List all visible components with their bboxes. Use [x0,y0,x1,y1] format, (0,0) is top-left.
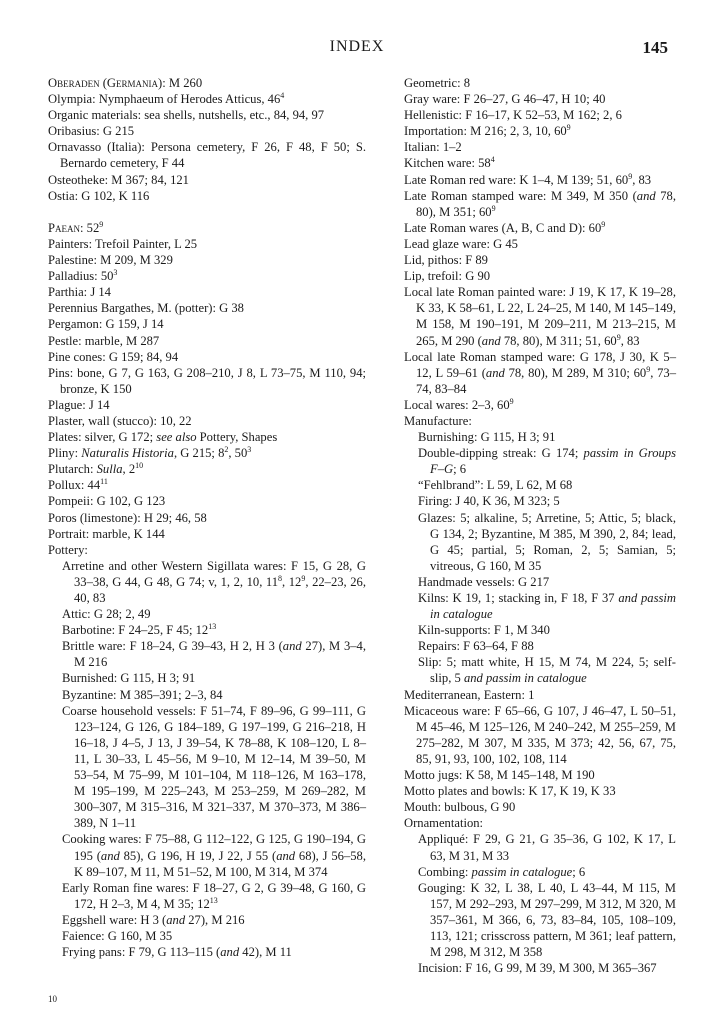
index-entry: Pompeii: G 102, G 123 [48,494,166,509]
index-entry: Oribasius: G 215 [48,124,135,139]
index-subentry: Burnished: G 115, H 3; 91 [62,671,196,686]
page-number: 145 [642,38,668,57]
index-entry: Portrait: marble, K 144 [48,526,165,541]
index-subentry: Appliqué: F 29, G 21, G 35–36, G 102, K 17, L 63, M 31, M 33 [418,832,676,863]
index-subentry: Kilns: K 19, 1; stacking in, F 18, F 37 and passim in catalogue [418,591,676,622]
index-subentry: Late Roman wares (A, B, C and D): $60^9$ [404,219,606,235]
index-subentry: Repairs: F 63–64, F 88 [418,639,534,654]
index-entry: Pottery: [48,542,88,557]
index-subentry: Ornamentation: [404,816,484,831]
index-entry: Painters: Trefoil Painter, L 25 [48,236,198,251]
index-column-left [48,75,366,960]
index-subentry: Glazes: 5; alkaline, 5; Arretine, 5; Attic, 5; black, G 134, 2; Byzantine, M 385, M 390, 2, 84; lead, G 45; partial, 5; Roman, 2, 5; Samian, 5; vitreous, G 160, M 35 [418,510,676,573]
index-subentry: Faience: G 160, M 35 [62,928,173,943]
index-entry: Pins: bone, G 7, G 163, G 208–210, J 8, L 73–75, M 110, 94; bronze, K 150 [48,365,366,396]
index-subentry: Gray ware: F 26–27, G 46–47, H 10; 40 [404,92,606,107]
index-entry: Organic materials: sea shells, nutshells, etc., 84, 94, 97 [48,108,325,123]
index-subentry: Kiln-supports: F 1, M 340 [418,623,550,638]
index-subentry: Local wares: 2–3, $60^9$ [404,396,514,412]
index-subentry: Barbotine: F 24–25, F 45; $12^{13}$ [62,622,217,638]
index-entry: Plaster, wall (stucco): 10, 22 [48,413,192,428]
index-subentry: Motto plates and bowls: K 17, K 19, K 33 [404,784,616,799]
index-entry: Plutarch: Sulla, $2^{10}$ [48,461,144,477]
index-subentry: Coarse household vessels: F 51–74, F 89–96, G 99–111, G 123–124, G 126, G 184–189, G 197–199, G 216–218, H 16–18, J 4–5, J 13, J 39–54, K 78–88, K 108–120, L 8–11, L 30–33, L 45–56, M 9–10, M 12–14, M 39–50, M 53–54, M 75–99, M 101–104, M 118–126, M 163–178, M 195–199, M 225–243, M 253–259, M 269–282, M 300–307, M 315–316, M 321–337, M 370–373, M 386–389, N 1–11 [62,703,366,831]
index-entry: Paean: $52^9$ [48,219,104,235]
index-entry: Pestle: marble, M 287 [48,333,160,348]
index-entry: Pliny: Naturalis Historia, G 215; $8^2$, $50^3$ [48,444,252,461]
index-subentry: Arretine and other Western Sigillata wares: F 15, G 28, G 33–38, G 44, G 48, G 74; v, 1, 2, 10, $11^8$, $12^9$, 22–23, 26, 40, 83 [62,558,367,605]
index-subentry: Late Roman stamped ware: M 349, M 350 (and 78, 80), M 351; $60^9$ [404,188,677,219]
index-subentry: Local late Roman stamped ware: G 178, J 30, K 5–12, L 59–61 (and 78, 80), M 289, M 310; $60^9$, 73–74, 83–84 [404,349,677,396]
index-entry: Parthia: J 14 [48,285,111,300]
index-subentry: Byzantine: M 385–391; 2–3, 84 [62,687,223,702]
index-subentry: Geometric: 8 [404,76,471,90]
index-subentry: Mouth: bulbous, G 90 [404,800,516,815]
running-title: INDEX [329,38,385,55]
index-entry: Ornavasso (Italia): Persona cemetery, F 26, F 48, F 50; S. Bernardo cemetery, F 44 [48,140,366,171]
index-subentry: Brittle ware: F 18–24, G 39–43, H 2, H 3 (and 27), M 3–4, M 216 [62,639,367,670]
index-subentry: Combing: passim in catalogue; 6 [418,864,586,879]
index-entry: Palestine: M 209, M 329 [48,253,173,268]
index-subentry: Firing: J 40, K 36, M 323; 5 [418,494,560,509]
index-subentry: Motto jugs: K 58, M 145–148, M 190 [404,768,595,783]
index-entry: Plates: silver, G 172; see also Pottery, Shapes [48,430,278,445]
index-subentry: Double-dipping streak: G 174; passim in Groups F–G; 6 [418,446,676,477]
index-entry: Oberaden (Germania): M 260 [48,76,203,90]
index-subentry: Local late Roman painted ware: J 19, K 17, K 19–28, K 33, K 58–61, L 22, L 24–25, M 140, M 145–149, M 158, M 190–191, M 209–211, M 213–215, M 265, M 290 (and 78, 80), M 311; 51, $60^9$, 83 [404,285,676,348]
index-subentry: Italian: 1–2 [404,140,462,155]
index-subentry: Micaceous ware: F 65–66, G 107, J 46–47, L 50–51, M 45–46, M 125–126, M 240–242, M 255–259, M 275–282, M 307, M 335, M 373; 42, 56, 67, 75, 85, 91, 93, 100, 102, 108, 114 [404,703,676,766]
index-subentry: Lead glaze ware: G 45 [404,236,518,251]
index-subentry: Handmade vessels: G 217 [418,574,550,589]
index-entry: Poros (limestone): H 29; 46, 58 [48,510,207,525]
index-entry: Pine cones: G 159; 84, 94 [48,349,179,364]
index-subentry: Lip, trefoil: G 90 [404,269,491,284]
index-subentry: Lid, pithos: F 89 [404,253,488,268]
index-entry: Palladius: $50^3$ [48,267,118,284]
page-header [0,38,714,62]
index-subentry: Eggshell ware: H 3 (and 27), M 216 [62,912,245,927]
index-subentry: Incision: F 16, G 99, M 39, M 300, M 365–367 [418,961,657,976]
index-subentry: Early Roman fine wares: F 18–27, G 2, G 39–48, G 160, G 172, H 2–3, M 4, M 35; $12^{13}$ [62,880,366,911]
index-subentry: “Fehlbrand”: L 59, L 62, M 68 [418,478,573,493]
index-subentry: Manufacture: [404,413,472,428]
index-column-right [390,75,676,976]
index-subentry: Cooking wares: F 75–88, G 112–122, G 125, G 190–194, G 195 (and 85), G 196, H 19, J 22, J 55 (and 68), J 56–58, K 89–107, M 11, M 51–52, M 100, M 314, M 374 [62,832,366,879]
index-subentry: Hellenistic: F 16–17, K 52–53, M 162; 2, 6 [404,108,622,123]
index-entry: Ostia: G 102, K 116 [48,188,150,203]
section-gap [48,204,366,220]
index-subentry: Attic: G 28; 2, 49 [62,607,151,622]
index-subentry: Mediterranean, Eastern: 1 [404,687,535,702]
index-entry: Pollux: $44^{11}$ [48,477,108,493]
index-subentry: Frying pans: F 79, G 113–115 (and 42), M 11 [62,945,292,960]
index-subentry: Gouging: K 32, L 38, L 40, L 43–44, M 115, M 157, M 292–293, M 297–299, M 312, M 320, M 357–361, M 366, 6, 73, 83–84, 105, 108–109, 113, 121; crisscross pattern, M 361; leaf pattern, M 298, M 312, M 358 [418,880,676,960]
index-subentry: Late Roman red ware: K 1–4, M 139; 51, $60^9$, 83 [404,171,652,187]
index-entry: Perennius Bargathes, M. (potter): G 38 [48,301,244,316]
signature-number: 10 [48,994,57,1004]
index-entry: Plague: J 14 [48,397,110,412]
index-subentry: Kitchen ware: $58^4$ [404,155,495,171]
index-subentry: Importation: M 216; 2, 3, 10, $60^9$ [404,123,571,139]
index-entry: Olympia: Nymphaeum of Herodes Atticus, $46^4$ [48,90,285,107]
index-entry: Pergamon: G 159, J 14 [48,317,164,332]
index-entry: Osteotheke: M 367; 84, 121 [48,172,189,187]
index-subentry: Slip: 5; matt white, H 15, M 74, M 224, 5; self-slip, 5 and passim in catalogue [418,655,676,686]
index-subentry: Burnishing: G 115, H 3; 91 [418,430,556,445]
